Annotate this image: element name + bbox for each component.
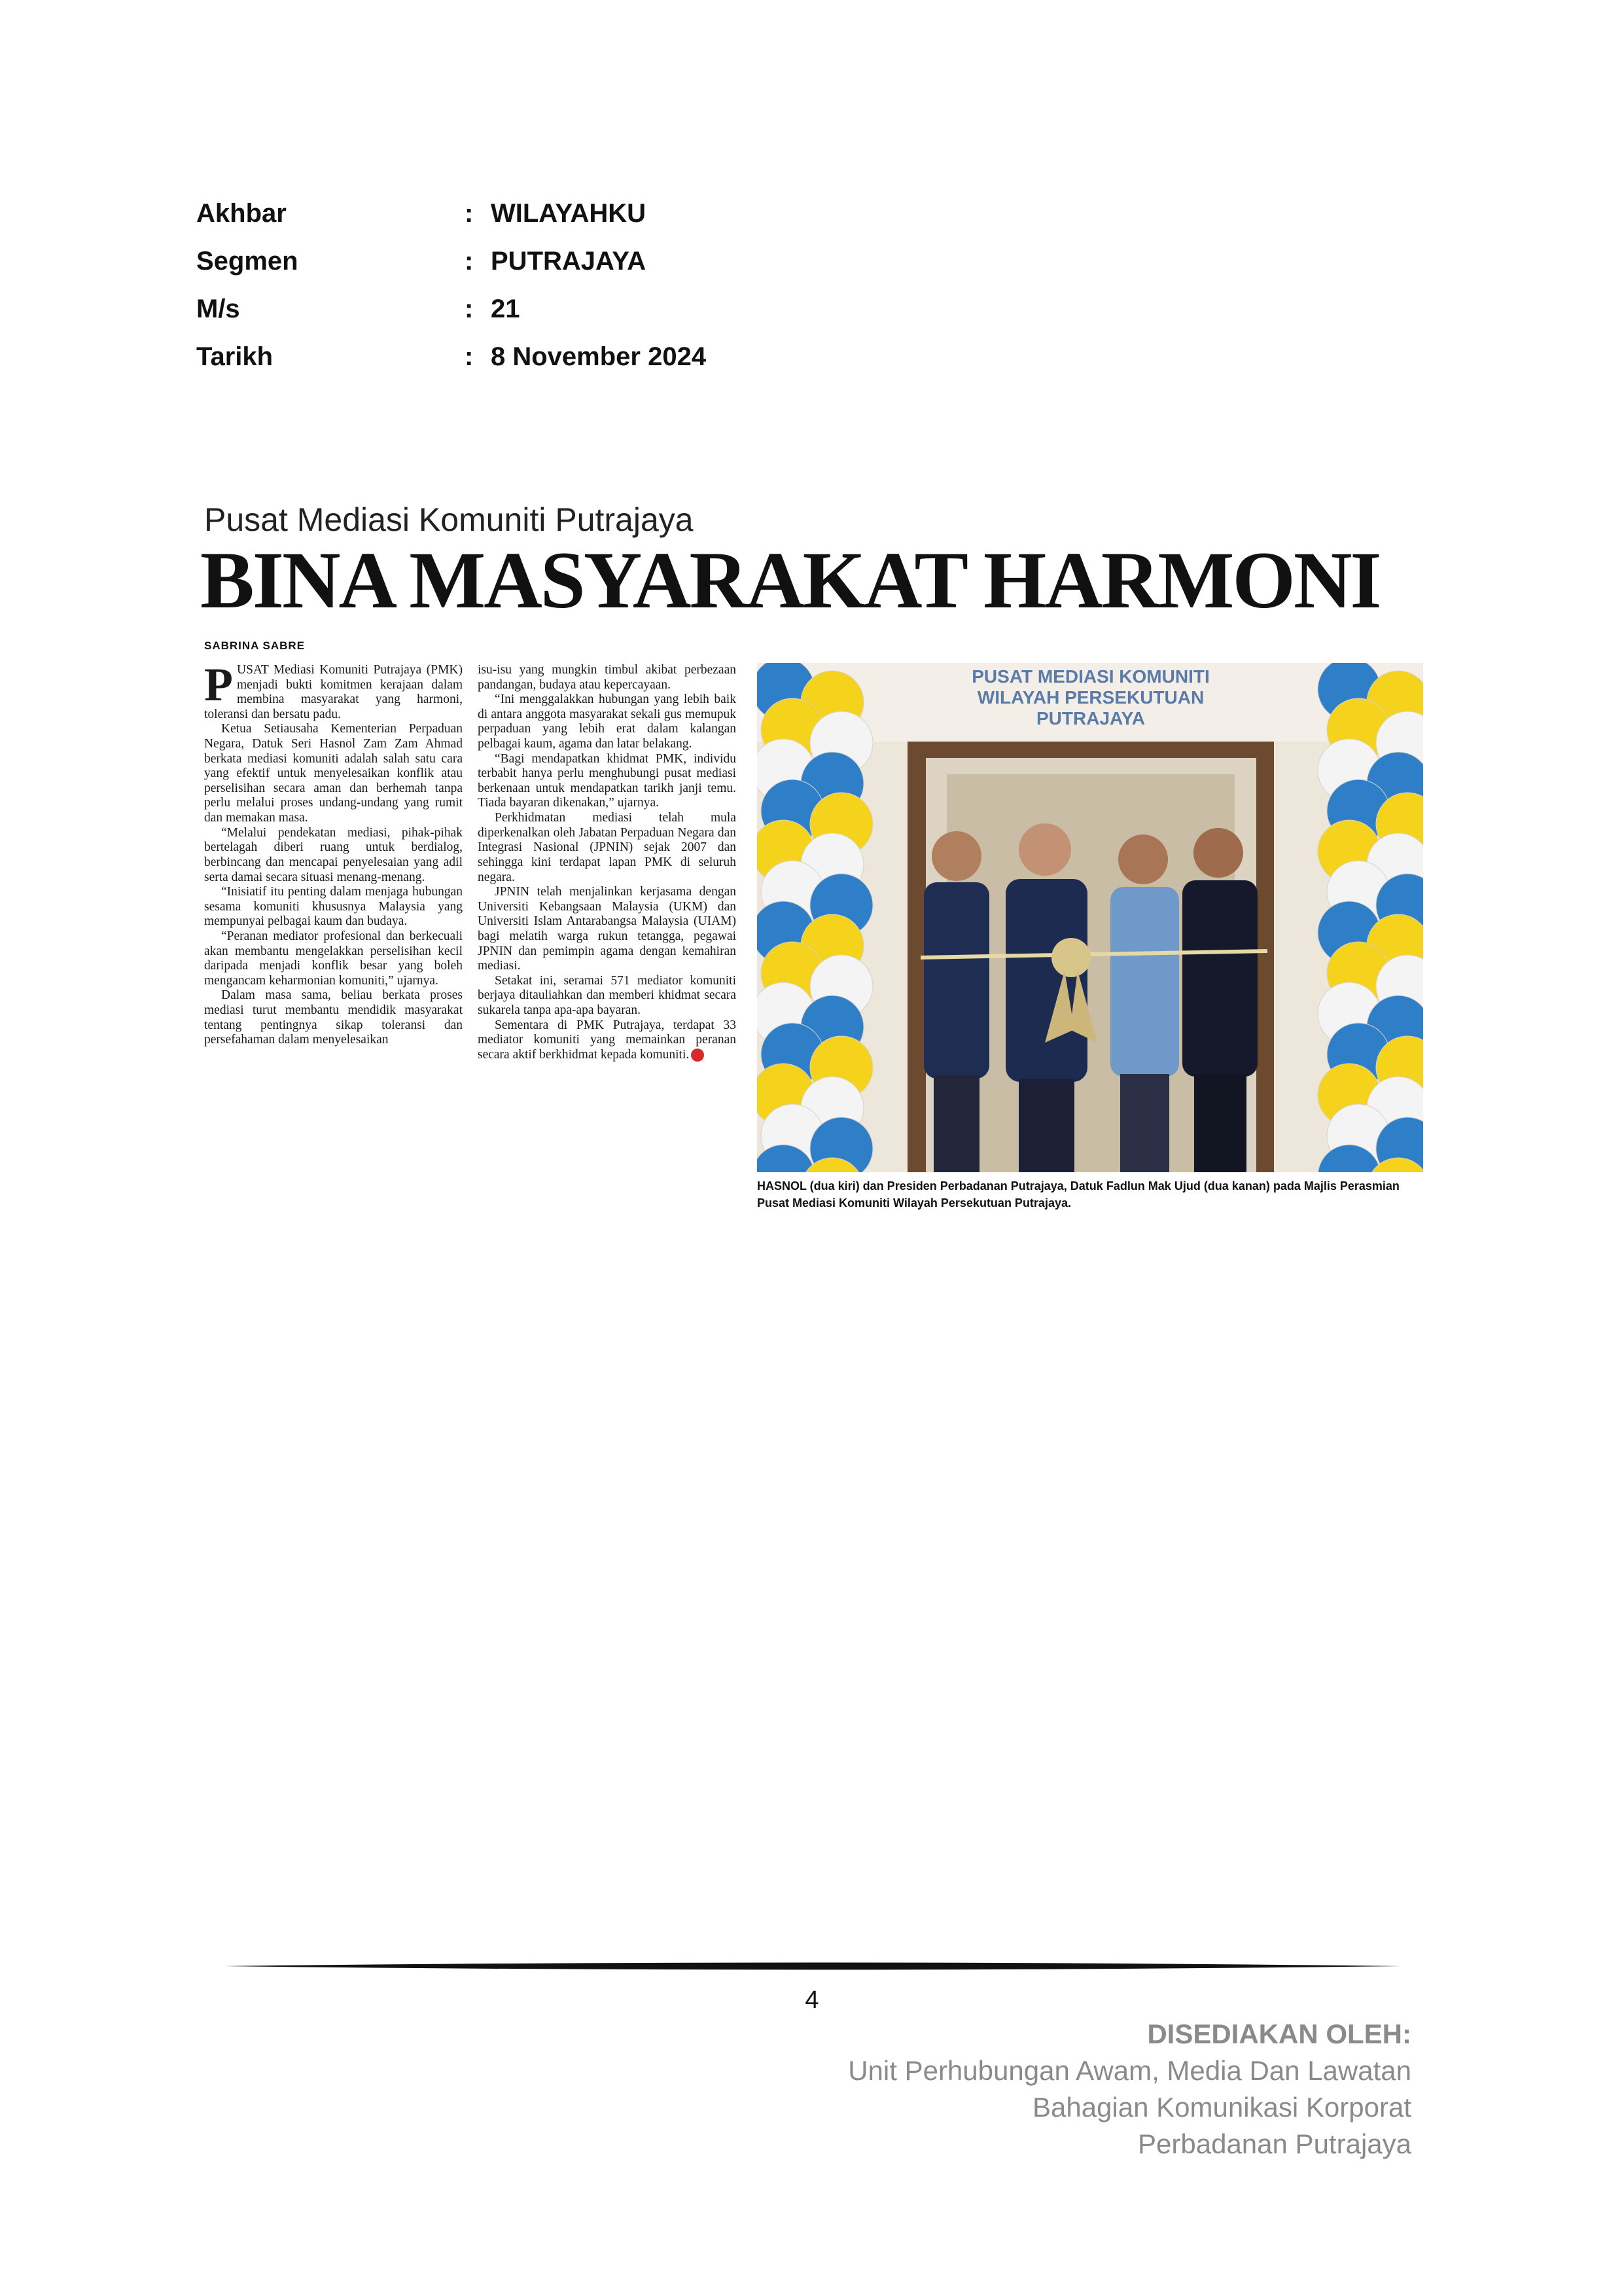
meta-separator: :: [465, 199, 474, 228]
end-of-article-icon: [691, 1049, 704, 1062]
article-photo: [757, 663, 1423, 1172]
article-headline: BINA MASYARAKAT HARMONI: [200, 535, 1380, 625]
meta-value: 21: [491, 295, 520, 323]
article-paragraph: “Bagi mendapatkan khidmat PMK, individu terbabit hanya perlu menghubungi pusat mediasi berkenaan untuk mendapatkan tarikh janji temu. Tiada bayaran dikenakan,” ujarnya.: [478, 751, 736, 810]
meta-label: Tarikh: [196, 342, 274, 371]
newspaper-clipping: [196, 494, 1426, 1234]
article-paragraph: Ketua Setiausaha Kementerian Perpaduan Negara, Datuk Seri Hasnol Zam Zam Ahmad berkata mediasi komuniti adalah salah satu cara yang efektif untuk menyelesaikan konflik atau perselisihan secara aman dan berhemah tanpa perlu melalui proses undang-undang yang rumit dan memakan masa.: [204, 722, 463, 825]
photo-sign-line-3: PUTRAJAYA: [1036, 708, 1145, 728]
paragraph-text: USAT Mediasi Komuniti Putrajaya (PMK) menjadi bukti komitmen kerajaan dalam membina masyarakat yang harmoni, toleransi dan bersatu padu.: [204, 663, 463, 721]
article-paragraph: JPNIN telah menjalinkan kerjasama dengan Universiti Kebangsaan Malaysia (UKM) dan Universiti Islam Antarabangsa Malaysia (UIAM) bagi melatih warga rukun tetangga, pegawai JPNIN dan pemimpin agama dengan kemahiran mediasi.: [478, 885, 736, 973]
article-paragraph: Dalam masa sama, beliau berkata proses mediasi turut membantu mendidik masyarakat tentang pentingnya sikap toleransi dan persefahaman dalam menyelesaikan: [204, 988, 463, 1047]
balloon-column-right: [1318, 663, 1423, 1172]
article-paragraph: [478, 1018, 736, 1063]
prepared-by-line: Perbadanan Putrajaya: [1138, 2128, 1411, 2159]
meta-row-akhbar: [196, 190, 706, 238]
article-paragraph: Setakat ini, seramai 571 mediator komuniti berjaya ditauliahkan dan memberi khidmat secara sukarela tanpa apa-apa bayaran.: [478, 973, 736, 1018]
article-paragraph: [204, 658, 463, 722]
article-paragraph: “Peranan mediator profesional dan berkecuali akan membantu mengelakkan perselisihan kecil daripada menjadi konflik besar yang boleh mengancam keharmonian komuniti,” ujarnya.: [204, 929, 463, 988]
meta-separator: :: [465, 295, 474, 323]
prepared-by-line: Unit Perhubungan Awam, Media Dan Lawatan: [848, 2055, 1411, 2086]
ribbon-bow: [1051, 938, 1091, 977]
prepared-by-block: [848, 2016, 1411, 2162]
article-byline: SABRINA SABRE: [204, 639, 306, 652]
prepared-by-line: Bahagian Komunikasi Korporat: [1032, 2092, 1411, 2123]
meta-row-segmen: [196, 238, 706, 285]
meta-row-date: [196, 333, 706, 381]
article-column-1: [204, 658, 463, 1048]
photo-illustration: [757, 663, 1423, 1172]
meta-label: Segmen: [196, 247, 298, 276]
article-paragraph: “Inisiatif itu penting dalam menjaga hubungan sesama komuniti khususnya Malaysia yang mempunyai pelbagai kaum dan budaya.: [204, 885, 463, 929]
meta-separator: :: [465, 247, 474, 276]
meta-value: 8 November 2024: [491, 342, 707, 371]
meta-label: Akhbar: [196, 199, 287, 228]
article-column-2: [478, 663, 736, 1062]
drop-cap: P: [204, 658, 233, 711]
balloon-column-left: [757, 663, 873, 1172]
article-paragraph: “Ini menggalakkan hubungan yang lebih baik di antara anggota masyarakat sekali gus memupuk perpaduan yang lebih erat dalam kalangan pelbagai kaum, agama dan latar belakang.: [478, 692, 736, 751]
article-paragraph: Perkhidmatan mediasi telah mula diperkenalkan oleh Jabatan Perpaduan Negara dan Integrasi Nasional (JPNIN) sejak 2007 dan sehingga kini terdapat lapan PMK di seluruh negara.: [478, 811, 736, 884]
article-metadata: [196, 190, 706, 381]
article-paragraph: “Melalui pendekatan mediasi, pihak-pihak bertelagah diberi ruang untuk berdialog, berbincang dan mencapai penyelesaian yang adil serta damai secara situasi menang-menang.: [204, 825, 463, 884]
page-number: 4: [805, 1986, 819, 2014]
meta-separator: :: [465, 342, 474, 371]
meta-value: PUTRAJAYA: [491, 247, 646, 276]
prepared-by-heading: DISEDIAKAN OLEH:: [1147, 2018, 1411, 2049]
meta-value: WILAYAHKU: [491, 199, 646, 228]
meta-row-page: [196, 285, 706, 333]
footer-divider: [224, 1960, 1402, 1972]
photo-sign-line-1: PUSAT MEDIASI KOMUNITI: [972, 666, 1210, 687]
photo-caption: HASNOL (dua kiri) dan Presiden Perbadanan Putrajaya, Datuk Fadlun Mak Ujud (dua kanan) pada Majlis Perasmian Pusat Mediasi Komuniti Wilayah Persekutuan Putrajaya.: [757, 1179, 1400, 1210]
photo-sign-line-2: WILAYAH PERSEKUTUAN: [977, 687, 1205, 708]
meta-label: M/s: [196, 295, 240, 323]
article-paragraph: isu-isu yang mungkin timbul akibat perbezaan pandangan, budaya atau kepercayaan.: [478, 663, 736, 692]
paragraph-text: Sementara di PMK Putrajaya, terdapat 33 mediator komuniti yang memainkan peranan secara aktif berkhidmat kepada komuniti.: [478, 1018, 736, 1062]
article-kicker: Pusat Mediasi Komuniti Putrajaya: [204, 501, 694, 538]
